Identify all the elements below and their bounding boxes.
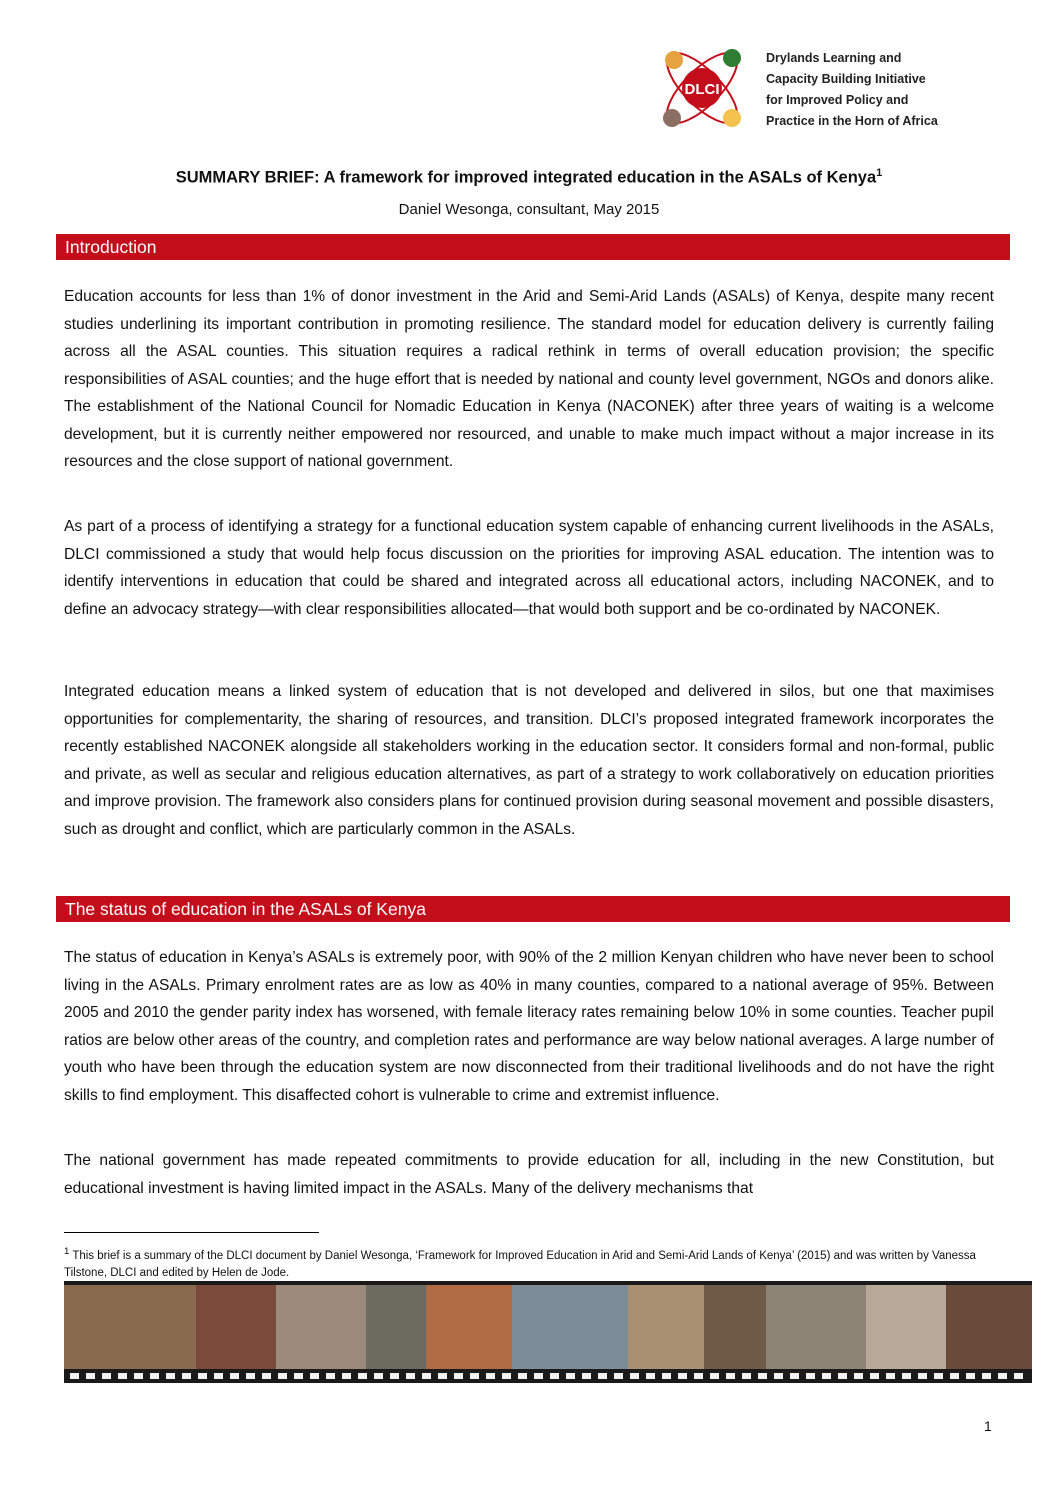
- sprocket-hole: [790, 1373, 799, 1379]
- sprocket-hole: [742, 1373, 751, 1379]
- sprocket-hole: [102, 1373, 111, 1379]
- author-line: Daniel Wesonga, consultant, May 2015: [398, 201, 660, 218]
- paragraph: The national government has made repeated commitments to provide education for all, including in the new Constitution, but educational investment is having limited impact in the ASALs. Many of the delivery mechanisms that: [64, 1152, 994, 1197]
- sprocket-hole: [86, 1373, 95, 1379]
- section-heading-introduction: Introduction: [56, 234, 1010, 260]
- sprocket-hole: [918, 1373, 927, 1379]
- sprocket-hole: [822, 1373, 831, 1379]
- paragraph: Integrated education means a linked system of education that is not developed and delivered in silos, but one that maximises opportunities for complementarity, the sharing of resources, and transition. DLCI’s proposed integrated framework incorporates the recently established NACONEK alongside all stakeholders working in the education sector. It considers formal and non-formal, public and private, as well as secular and religious education alternatives, as part of a strategy to work collaboratively on education priorities and improve provision. The framework also considers plans for continued provision during seasonal movement and possible disasters, such as drought and conflict, which are particularly common in the ASALs.: [64, 683, 994, 838]
- footnote: [64, 1243, 1004, 1282]
- sprocket-hole: [870, 1373, 879, 1379]
- sprocket-hole: [582, 1373, 591, 1379]
- title-footnote-mark: 1: [876, 167, 883, 179]
- sprocket-hole: [550, 1373, 559, 1379]
- sprocket-hole: [854, 1373, 863, 1379]
- sprocket-hole: [534, 1373, 543, 1379]
- sprocket-hole: [710, 1373, 719, 1379]
- sprocket-hole: [566, 1373, 575, 1379]
- sprocket-hole: [806, 1373, 815, 1379]
- sprocket-hole: [486, 1373, 495, 1379]
- sprocket-hole: [886, 1373, 895, 1379]
- sprocket-hole: [598, 1373, 607, 1379]
- sprocket-hole: [326, 1373, 335, 1379]
- sprocket-hole: [406, 1373, 415, 1379]
- sprocket-hole: [358, 1373, 367, 1379]
- org-line: Drylands Learning and: [766, 51, 902, 65]
- section-heading-status: The status of education in the ASALs of Kenya: [56, 896, 1010, 922]
- sprocket-hole: [902, 1373, 911, 1379]
- sprocket-hole: [662, 1373, 671, 1379]
- paragraph: As part of a process of identifying a strategy for a functional education system capable of enhancing current livelihoods in the ASALs, DLCI commissioned a study that would help focus discussion on the priorities for improving ASAL education. The intention was to identify interventions in education that could be shared and integrated across all educational actors, including NACONEK, and to define an advocacy strategy—with clear responsibilities allocated—that would both support and be co-ordinated by NACONEK.: [64, 518, 994, 618]
- sprocket-hole: [726, 1373, 735, 1379]
- sprocket-hole: [454, 1373, 463, 1379]
- title-text: SUMMARY BRIEF: A framework for improved integrated education in the ASALs of Kenya: [175, 168, 877, 187]
- sprocket-hole: [614, 1373, 623, 1379]
- sprocket-hole: [198, 1373, 207, 1379]
- sprocket-hole: [470, 1373, 479, 1379]
- sprocket-hole: [1014, 1373, 1023, 1379]
- sprocket-hole: [502, 1373, 511, 1379]
- sprocket-hole: [294, 1373, 303, 1379]
- sprocket-hole: [950, 1373, 959, 1379]
- sprocket-hole: [374, 1373, 383, 1379]
- page-number: 1: [984, 1418, 992, 1434]
- photo-filmstrip: [64, 1281, 1032, 1383]
- sprocket-hole: [758, 1373, 767, 1379]
- sprocket-hole: [182, 1373, 191, 1379]
- sprocket-hole: [134, 1373, 143, 1379]
- sprocket-hole: [70, 1373, 79, 1379]
- sprocket-hole: [438, 1373, 447, 1379]
- filmstrip-photos: [64, 1285, 1032, 1369]
- sprocket-hole: [310, 1373, 319, 1379]
- footnote-divider: [64, 1232, 319, 1233]
- sprocket-hole: [422, 1373, 431, 1379]
- org-name: [766, 48, 938, 132]
- sprocket-hole: [342, 1373, 351, 1379]
- org-line: Practice in the Horn of Africa: [766, 114, 938, 128]
- org-line: for Improved Policy and: [766, 93, 909, 107]
- footnote-mark: 1: [64, 1246, 70, 1257]
- sprocket-hole: [646, 1373, 655, 1379]
- logo-acronym: DLCI: [684, 81, 720, 98]
- sprocket-hole: [630, 1373, 639, 1379]
- sprocket-hole: [518, 1373, 527, 1379]
- sprocket-hole: [230, 1373, 239, 1379]
- dlci-logo: [652, 38, 952, 138]
- sprocket-hole: [150, 1373, 159, 1379]
- sprocket-hole: [166, 1373, 175, 1379]
- sprocket-hole: [278, 1373, 287, 1379]
- sprocket-hole: [678, 1373, 687, 1379]
- sprocket-hole: [390, 1373, 399, 1379]
- org-line: Capacity Building Initiative: [766, 72, 926, 86]
- sprocket-hole: [774, 1373, 783, 1379]
- sprocket-hole: [966, 1373, 975, 1379]
- sprocket-hole: [838, 1373, 847, 1379]
- paragraph: The status of education in Kenya’s ASALs is extremely poor, with 90% of the 2 million Kenyan children who have never been to school living in the ASALs. Primary enrolment rates are as low as 40% in many counties, compared to a national average of 95%. Between 2005 and 2010 the gender parity index has worsened, with female literacy rates remaining below 10% in some counties. Teacher pupil ratios are below other areas of the country, and completion rates and performance are way below national averages. A large number of youth who have been through the education system are now disconnected from their traditional livelihoods and do not have the right skills to find employment. This disaffected cohort is vulnerable to crime and extremist influence.: [64, 949, 994, 1104]
- sprocket-hole: [694, 1373, 703, 1379]
- sprocket-hole: [262, 1373, 271, 1379]
- footnote-text: This brief is a summary of the DLCI document by Daniel Wesonga, ‘Framework for Improved Education in Arid and Semi-Arid Lands of Kenya’ (2015) and was written by Vanessa Tilstone, DLCI and edited by Helen de Jode.: [64, 1249, 976, 1279]
- sprocket-hole: [982, 1373, 991, 1379]
- sprocket-hole: [214, 1373, 223, 1379]
- sprocket-hole: [998, 1373, 1007, 1379]
- paragraph: Education accounts for less than 1% of donor investment in the Arid and Semi-Arid Lands (ASALs) of Kenya, despite many recent studies underlining its important contribution in promoting resilience. The standard model for education delivery is currently failing across all the ASAL counties. This situation requires a radical rethink in terms of overall education provision; the specific responsibilities of ASAL counties; and the huge effort that is needed by national and county level government, NGOs and donors alike. The establishment of the National Council for Nomadic Education in Kenya (NACONEK) after three years of waiting is a welcome development, but it is currently neither empowered nor resourced, and unable to make much impact without a major increase in its resources and the close support of national government.: [64, 288, 994, 470]
- dlci-emblem-icon: [652, 38, 762, 138]
- sprocket-hole: [118, 1373, 127, 1379]
- document-title: [0, 167, 1058, 188]
- sprocket-hole: [246, 1373, 255, 1379]
- sprocket-hole: [934, 1373, 943, 1379]
